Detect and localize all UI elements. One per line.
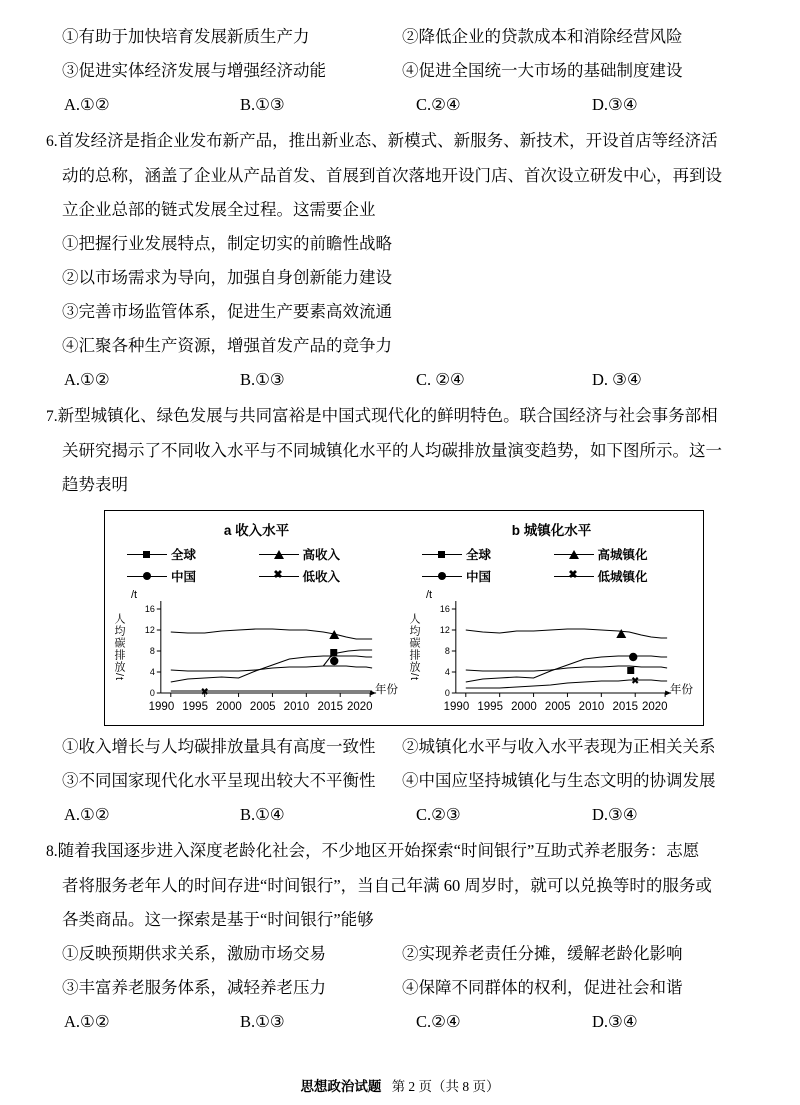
question-8-option-row: [46, 971, 744, 1005]
legend-label: 高城镇化: [597, 548, 648, 562]
answer-b[interactable]: B.①③: [240, 370, 285, 389]
option-row: [46, 20, 744, 54]
question-7-option-row: [46, 730, 744, 764]
question-8-option-row: [46, 937, 744, 971]
question-7-number: 7.: [46, 408, 58, 425]
footer-title: 思想政治试题: [300, 1079, 382, 1094]
svg-text:4: 4: [149, 666, 155, 678]
chart-a-xticks: 1990 1995 2000 2005 2010 2015 2020: [148, 701, 373, 713]
x-marker-icon: ✖: [273, 569, 283, 581]
chart-b-title: b 城镇化水平: [511, 523, 592, 538]
question-8-text-1: 随着我国逐步进入深度老龄化社会，不少地区开始探索“时间银行”互助式养老服务：志愿: [57, 841, 700, 860]
answer-d[interactable]: D.③④: [592, 1012, 638, 1031]
legend-item-low-urbanization: [554, 567, 686, 585]
svg-text:12: 12: [144, 624, 155, 636]
answer-b[interactable]: B.①③: [240, 95, 285, 114]
option-2: ②降低企业的贷款成本和消除经营风险: [402, 27, 683, 46]
legend-item-global: [127, 545, 259, 563]
answer-d[interactable]: D. ③④: [592, 370, 642, 389]
svg-text:4: 4: [444, 666, 450, 678]
line-sample-icon: [259, 571, 299, 581]
question-7-text-1: 新型城镇化、绿色发展与共同富裕是中国式现代化的鲜明特色。联合国经济与社会事务部相: [57, 406, 718, 425]
question-7-option-1: ①收入增长与人均碳排放量具有高度一致性: [62, 737, 376, 756]
answer-c[interactable]: C.②④: [416, 95, 461, 114]
question-8: [46, 834, 744, 1039]
question-6: [46, 124, 744, 397]
svg-text:16: 16: [144, 603, 155, 615]
question-8-number: 8.: [46, 843, 58, 860]
line-sample-icon: [554, 549, 594, 559]
chart-b-legend: [404, 545, 699, 587]
line-sample-icon: [127, 549, 167, 559]
legend-item-high-income: [259, 545, 391, 563]
answer-a[interactable]: A.①②: [64, 370, 110, 389]
answer-row: [46, 88, 744, 122]
question-7-option-2: ②城镇化水平与收入水平表现为正相关关系: [402, 737, 716, 756]
line-sample-icon: [259, 549, 299, 559]
legend-label: 全球: [466, 548, 492, 562]
footer-page-number: 第 2 页（共 8 页）: [391, 1079, 500, 1094]
chart-b-xlabel: 年份: [670, 684, 693, 696]
chart-a-svg: [109, 587, 404, 717]
option-1: ①有助于加快培育发展新质生产力: [62, 27, 310, 46]
legend-label: 中国: [466, 570, 492, 584]
chart-b-svg: [404, 587, 699, 717]
question-8-option-1: ①反映预期供求关系，激励市场交易: [62, 944, 326, 963]
question-7-option-4: ④中国应坚持城镇化与生态文明的协调发展: [402, 771, 716, 790]
answer-b[interactable]: B.①④: [240, 805, 285, 824]
question-7: [46, 399, 744, 832]
chart-b-plot: [404, 587, 699, 717]
chart-panel-b: [404, 517, 699, 717]
question-6-answer-row: [46, 363, 744, 397]
legend-item-global: [422, 545, 554, 563]
question-6-option-3: ③完善市场监管体系，促进生产要素高效流通: [62, 302, 392, 321]
question-7-option-3: ③不同国家现代化水平呈现出较大不平衡性: [62, 771, 376, 790]
circle-marker-icon: [438, 572, 446, 580]
question-7-answer-row: [46, 798, 744, 832]
chart-b-yunit: /t: [426, 589, 433, 601]
chart-a-xlabel: 年份: [375, 684, 398, 696]
question-8-option-4: ④保障不同群体的权利，促进社会和谐: [402, 978, 683, 997]
question-6-option-2: ②以市场需求为导向，加强自身创新能力建设: [62, 268, 392, 287]
legend-label: 低收入: [302, 570, 341, 584]
question-6-stem-line-1: [46, 124, 744, 159]
option-3: ③促进实体经济发展与增强经济动能: [62, 61, 326, 80]
question-8-option-2: ②实现养老责任分摊，缓解老龄化影响: [402, 944, 683, 963]
question-6-stem-line-2: 动的总称，涵盖了企业从产品首发、首展到首次落地开设门店、首次设立研发中心，再到设: [62, 166, 722, 185]
chart-a-legend: [109, 545, 404, 587]
legend-label: 全球: [171, 548, 197, 562]
square-marker-icon: [438, 551, 445, 558]
question-7-stem-line-1: [46, 399, 744, 434]
option-row: [46, 54, 744, 88]
legend-item-high-urbanization: [554, 545, 686, 563]
option-4: ④促进全国统一大市场的基础制度建设: [402, 61, 683, 80]
svg-text:✖: ✖: [631, 675, 640, 688]
chart-b-xticks: 1990 1995 2000 2005 2010 2015 2020: [443, 701, 668, 713]
answer-d[interactable]: D.③④: [592, 805, 638, 824]
answer-a[interactable]: A.①②: [64, 95, 110, 114]
page-footer: [0, 1075, 800, 1095]
line-sample-icon: [127, 571, 167, 581]
svg-text:8: 8: [149, 645, 155, 657]
triangle-marker-icon: [274, 550, 284, 559]
legend-item-china: [127, 567, 259, 585]
svg-text:16: 16: [439, 603, 450, 615]
legend-item-china: [422, 567, 554, 585]
chart-a-yunit: /t: [131, 589, 138, 601]
triangle-marker-icon: [569, 550, 579, 559]
question-6-stem-line-3: 立企业总部的链式发展全过程。这需要企业: [62, 200, 376, 219]
chart-a-ylabel: 人均碳排放/t: [113, 613, 125, 682]
square-marker-icon: [143, 551, 150, 558]
question-8-option-3: ③丰富养老服务体系，减轻养老压力: [62, 978, 326, 997]
question-8-answer-row: [46, 1005, 744, 1039]
legend-label: 低城镇化: [597, 570, 648, 584]
question-5-tail: [46, 20, 744, 122]
question-8-stem-line-3: 各类商品。这一探索是基于“时间银行”能够: [62, 910, 374, 929]
legend-label: 高收入: [302, 548, 341, 562]
question-7-stem-line-3: 趋势表明: [62, 475, 128, 494]
answer-a[interactable]: A.①②: [64, 1012, 110, 1031]
question-7-stem-line-2: 关研究揭示了不同收入水平与不同城镇化水平的人均碳排放量演变趋势，如下图所示。这一: [62, 441, 722, 460]
legend-label: 中国: [171, 570, 197, 584]
answer-b[interactable]: B.①③: [240, 1012, 285, 1031]
chart-panel-a: [109, 517, 404, 717]
svg-text:8: 8: [444, 645, 450, 657]
svg-text:12: 12: [439, 624, 450, 636]
answer-c[interactable]: C.②③: [416, 805, 461, 824]
answer-c[interactable]: C. ②④: [416, 370, 465, 389]
question-6-option-4: ④汇聚各种生产资源，增强首发产品的竞争力: [62, 336, 392, 355]
question-6-text-1: 首发经济是指企业发布新产品，推出新业态、新模式、新服务、新技术，开设首店等经济活: [57, 131, 718, 150]
carbon-emission-figure: [104, 510, 704, 726]
legend-item-low-income: [259, 567, 391, 585]
svg-text:0: 0: [149, 687, 155, 699]
answer-c[interactable]: C.②④: [416, 1012, 461, 1031]
question-8-stem-line-1: [46, 834, 744, 869]
chart-a-title: a 收入水平: [223, 523, 290, 538]
x-marker-icon: ✖: [568, 569, 578, 581]
question-6-number: 6.: [46, 133, 58, 150]
chart-a-plot: [109, 587, 404, 717]
question-7-option-row: [46, 764, 744, 798]
answer-a[interactable]: A.①②: [64, 805, 110, 824]
svg-text:0: 0: [444, 687, 450, 699]
circle-marker-icon: [143, 572, 151, 580]
line-sample-icon: [554, 571, 594, 581]
line-sample-icon: [422, 571, 462, 581]
svg-text:✖: ✖: [200, 686, 209, 699]
line-sample-icon: [422, 549, 462, 559]
question-8-stem-line-2: 者将服务老年人的时间存进“时间银行”，当自己年满 60 周岁时，就可以兑换等时的服务或: [62, 876, 712, 895]
question-6-option-1: ①把握行业发展特点，制定切实的前瞻性战略: [62, 234, 392, 253]
answer-d[interactable]: D.③④: [592, 95, 638, 114]
chart-b-ylabel: 人均碳排放/t: [408, 613, 420, 682]
